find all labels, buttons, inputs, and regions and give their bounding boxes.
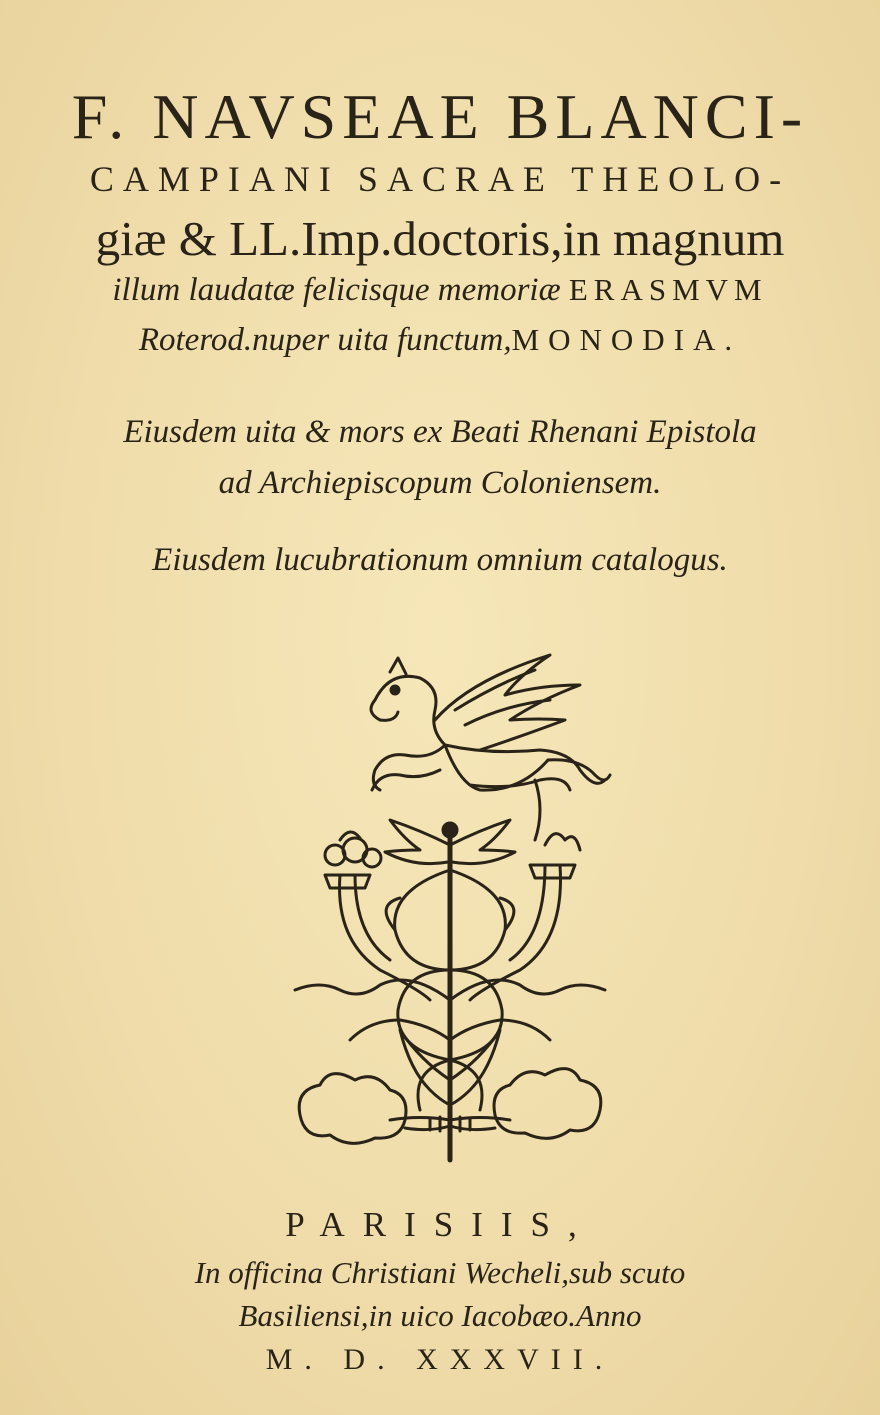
title-line-3: giæ & LL.Imp.doctoris,in magnum xyxy=(95,211,785,266)
title-line-4 xyxy=(0,272,880,309)
title-line-4-caps: ERASMVM xyxy=(568,272,768,307)
title-line-1: F. NAVSEAE BLANCI- xyxy=(71,81,809,152)
imprint-line-3: Basiliensi,in uico Iacobæo.Anno xyxy=(238,1298,642,1333)
imprint-city: PARISIIS, xyxy=(285,1205,595,1244)
pegasus-caduceus-woodcut-icon xyxy=(280,640,620,1175)
title-line-2: CAMPIANI SACRAE THEOLO- xyxy=(89,159,791,199)
title-line-5 xyxy=(0,322,880,359)
catalog-line: Eiusdem lucubrationum omnium catalogus. xyxy=(152,542,728,578)
subtitle-line-1: Eiusdem uita & mors ex Beati Rhenani Epistola xyxy=(123,414,757,450)
title-line-5-caps: MONODIA. xyxy=(511,322,742,357)
title-line-5-text: Roterod.nuper uita functum, xyxy=(138,322,512,358)
imprint-line-2: In officina Christiani Wecheli,sub scuto xyxy=(194,1255,686,1290)
subtitle-line-2: ad Archiepiscopum Coloniensem. xyxy=(218,465,662,501)
title-line-4-text: illum laudatæ felicisque memoriæ xyxy=(112,272,561,308)
imprint-date: M. D. XXXVII. xyxy=(265,1343,615,1376)
